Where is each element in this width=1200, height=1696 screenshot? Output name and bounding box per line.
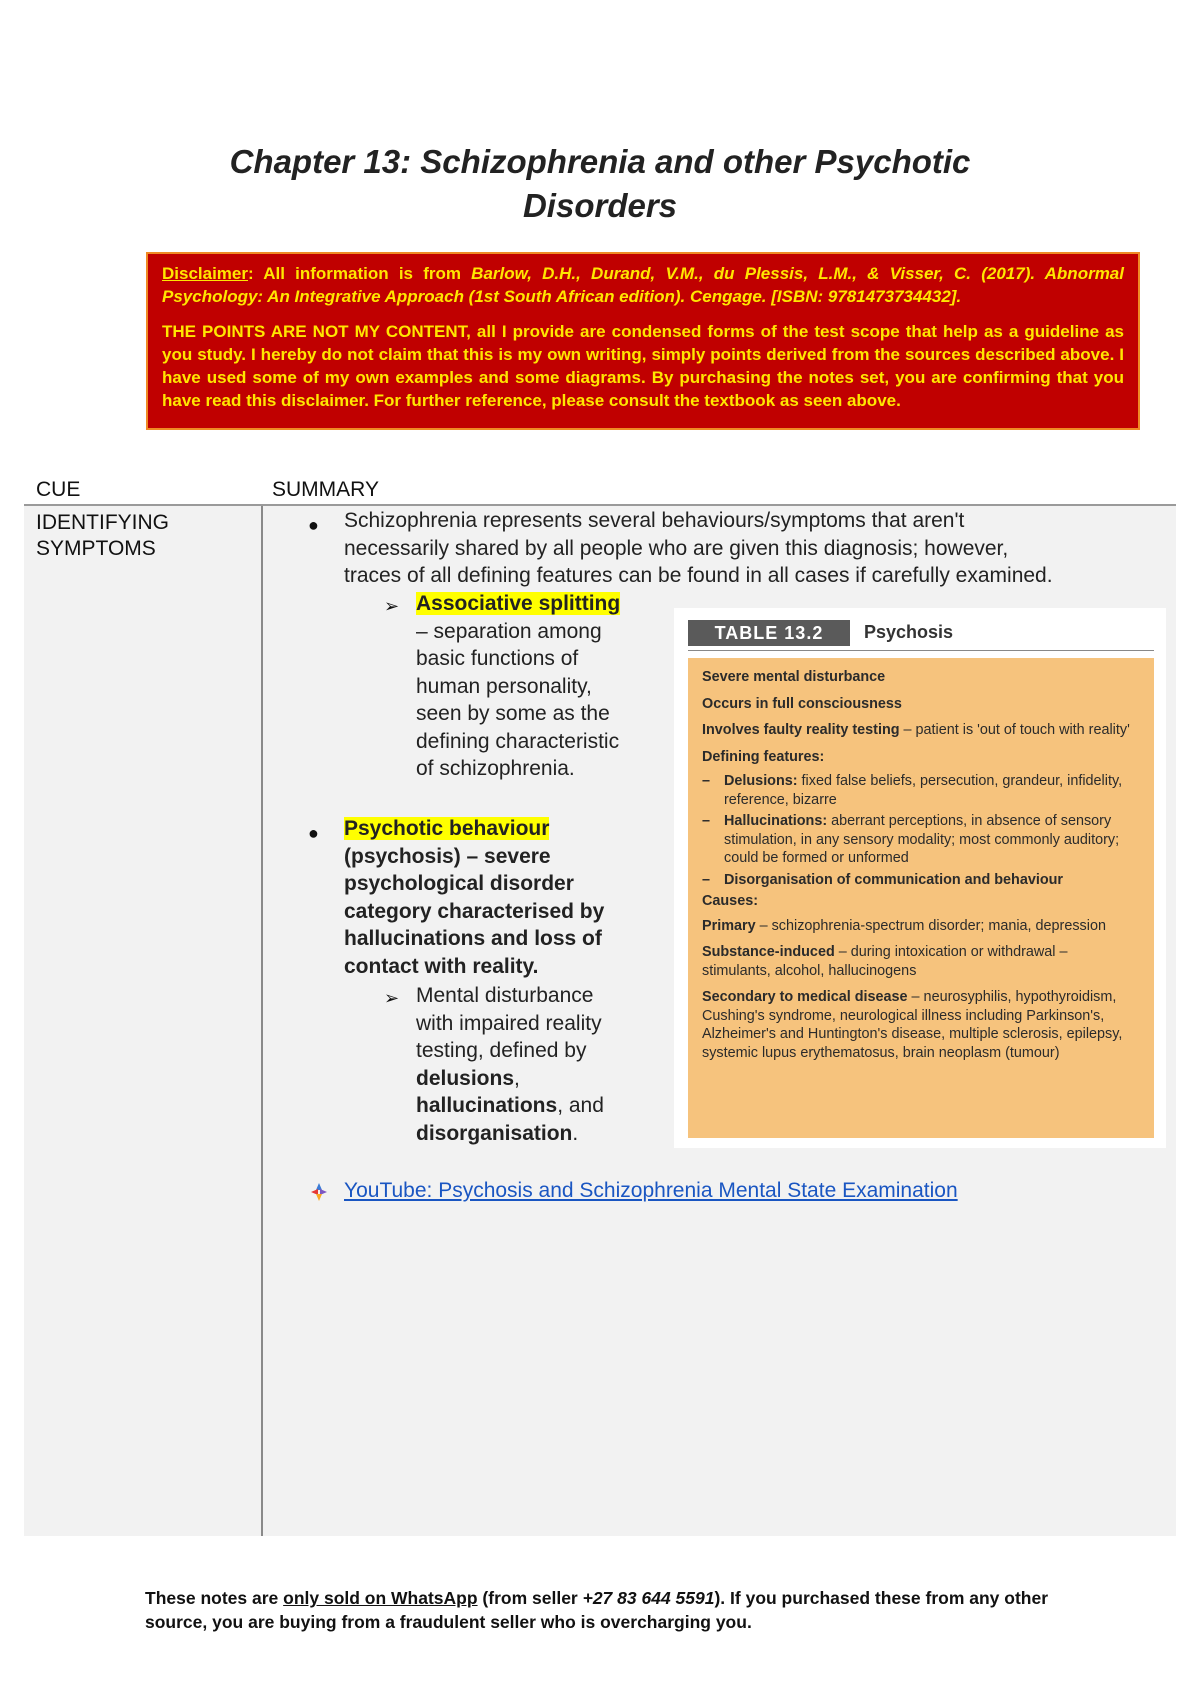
disclaimer-box <box>146 252 1140 430</box>
arrow-bullet-icon: ➢ <box>384 596 400 616</box>
disclaimer-notice: THE POINTS ARE NOT MY CONTENT, all I provide are condensed forms of the test scope that help as a guideline as you study. I hereby do not claim that this is my own writing, simply points derived from the sources described above. I have used some of my own examples and some diagrams. By purchasing the notes set, you are confirming that you have read this disclaimer. For further reference, please consult the textbook as seen above. <box>162 322 1124 410</box>
causes-label: Causes: <box>702 893 758 909</box>
psychotic-behaviour-term: Psychotic behaviour <box>344 817 550 840</box>
text-line: contact with reality. <box>344 954 539 978</box>
disclaimer-label: Disclaimer <box>162 264 248 283</box>
text-line: human personality, <box>416 674 592 698</box>
summary-column-header: SUMMARY <box>272 478 379 501</box>
period: . <box>572 1121 579 1145</box>
psychosis-table-figure <box>674 608 1166 1148</box>
comma: , <box>514 1066 520 1090</box>
table-row: Occurs in full consciousness <box>702 695 902 712</box>
table-row: Substance-induced – during intoxication or withdrawal – stimulants, alcohol, hallucinogens <box>702 944 1068 979</box>
disclaimer-intro: : All information is from <box>248 264 472 283</box>
associative-splitting-item <box>416 590 676 783</box>
text-line: basic functions of <box>416 647 579 670</box>
table-title-rule <box>688 650 1154 651</box>
table-number-tag: TABLE 13.2 <box>688 620 850 646</box>
table-row: – Hallucinations: aberrant perceptions, in absence of sensory stimulation, in any sensory modality; most commonly auditory; could be formed or unformed <box>702 812 1140 868</box>
cue-line-1: IDENTIFYING <box>36 511 170 534</box>
and-text: , and <box>557 1094 604 1117</box>
text-line: – separation among <box>416 619 602 643</box>
page-title <box>150 140 1050 228</box>
mental-disturbance-item <box>416 982 676 1147</box>
defining-features-label: Defining features: <box>702 748 825 765</box>
text-line: hallucinations and loss of <box>344 927 602 950</box>
arrow-bullet-icon: ➢ <box>384 988 400 1008</box>
text-line: Schizophrenia represents several behaviours/symptoms that aren't <box>344 509 965 532</box>
text-line: of schizophrenia. <box>416 757 575 780</box>
text-line: psychological disorder <box>344 872 574 895</box>
bullet-schizophrenia-text <box>344 507 1184 590</box>
seller-phone: +27 83 644 5591 <box>582 1588 715 1608</box>
footer-whatsapp: only sold on WhatsApp <box>283 1588 478 1608</box>
title-line-1: Chapter 13: Schizophrenia and other Psychotic <box>229 143 971 180</box>
disclaimer-citation-paragraph <box>162 262 1124 308</box>
text-line: necessarily shared by all people who are given this diagnosis; however, <box>344 536 1009 560</box>
footer-text: (from seller <box>477 1588 583 1608</box>
text-line: Mental disturbance <box>416 984 594 1007</box>
footer-text: These notes are <box>145 1588 284 1608</box>
footer-notice <box>145 1586 1075 1634</box>
text-line: seen by some as the <box>416 702 610 725</box>
bullet-dot-icon: ● <box>308 515 319 535</box>
text-line: (psychosis) – severe <box>344 844 551 868</box>
cue-cell <box>36 510 246 562</box>
text-line: with impaired reality <box>416 1011 602 1035</box>
footer-text: ). If you purchased these from any other source, you are buying from a fraudulent seller who is overcharging you. <box>145 1588 1049 1632</box>
table-header <box>24 478 1174 506</box>
associative-splitting-term: Associative splitting <box>416 592 621 615</box>
table-row: – Delusions: fixed false beliefs, persecution, grandeur, infidelity, reference, bizarre <box>702 772 1140 809</box>
link-arrow-icon <box>308 1181 330 1203</box>
psychosis-table-body <box>688 658 1154 1138</box>
table-title: Psychosis <box>864 622 954 642</box>
bullet-dot-icon: ● <box>308 823 319 843</box>
disclaimer-citation: Barlow, D.H., Durand, V.M., du Plessis, L.M., & Visser, C. (2017). Abnormal Psychology: An Integrative Approach (1st South African edition). Cengage. [ISBN: 9781473734432]. <box>162 264 1124 306</box>
delusions-term: delusions <box>416 1066 515 1090</box>
psychosis-table-header <box>688 620 1154 648</box>
table-row: – Disorganisation of communication and behaviour <box>702 871 1140 890</box>
text-line: testing, defined by <box>416 1039 587 1062</box>
text-line: traces of all defining features can be found in all cases if carefully examined. <box>344 564 1053 587</box>
text-line: category characterised by <box>344 899 605 923</box>
psychotic-behaviour-item <box>344 815 664 980</box>
column-divider <box>261 506 263 1536</box>
text-line: defining characteristic <box>416 729 620 753</box>
cue-column-header: CUE <box>36 478 81 501</box>
youtube-link[interactable]: YouTube: Psychosis and Schizophrenia Mental State Examination <box>344 1179 958 1202</box>
hallucinations-term: hallucinations <box>416 1094 558 1117</box>
table-row: Involves faulty reality testing – patient is 'out of touch with reality' <box>702 722 1130 738</box>
cue-line-2: SYMPTOMS <box>36 537 156 560</box>
title-line-2: Disorders <box>522 187 678 224</box>
table-row: Secondary to medical disease – neurosyphilis, hypothyroidism, Cushing's syndrome, neurological illness including Parkinson's, Alzheimer's and Huntington's disease, multiple sclerosis, epilepsy, systemic lupus erythematosus, brain neoplasm (tumour) <box>702 989 1123 1061</box>
disorganisation-term: disorganisation <box>416 1121 573 1145</box>
table-row: Severe mental disturbance <box>702 669 886 685</box>
table-row: Primary – schizophrenia-spectrum disorder; mania, depression <box>702 917 1106 934</box>
